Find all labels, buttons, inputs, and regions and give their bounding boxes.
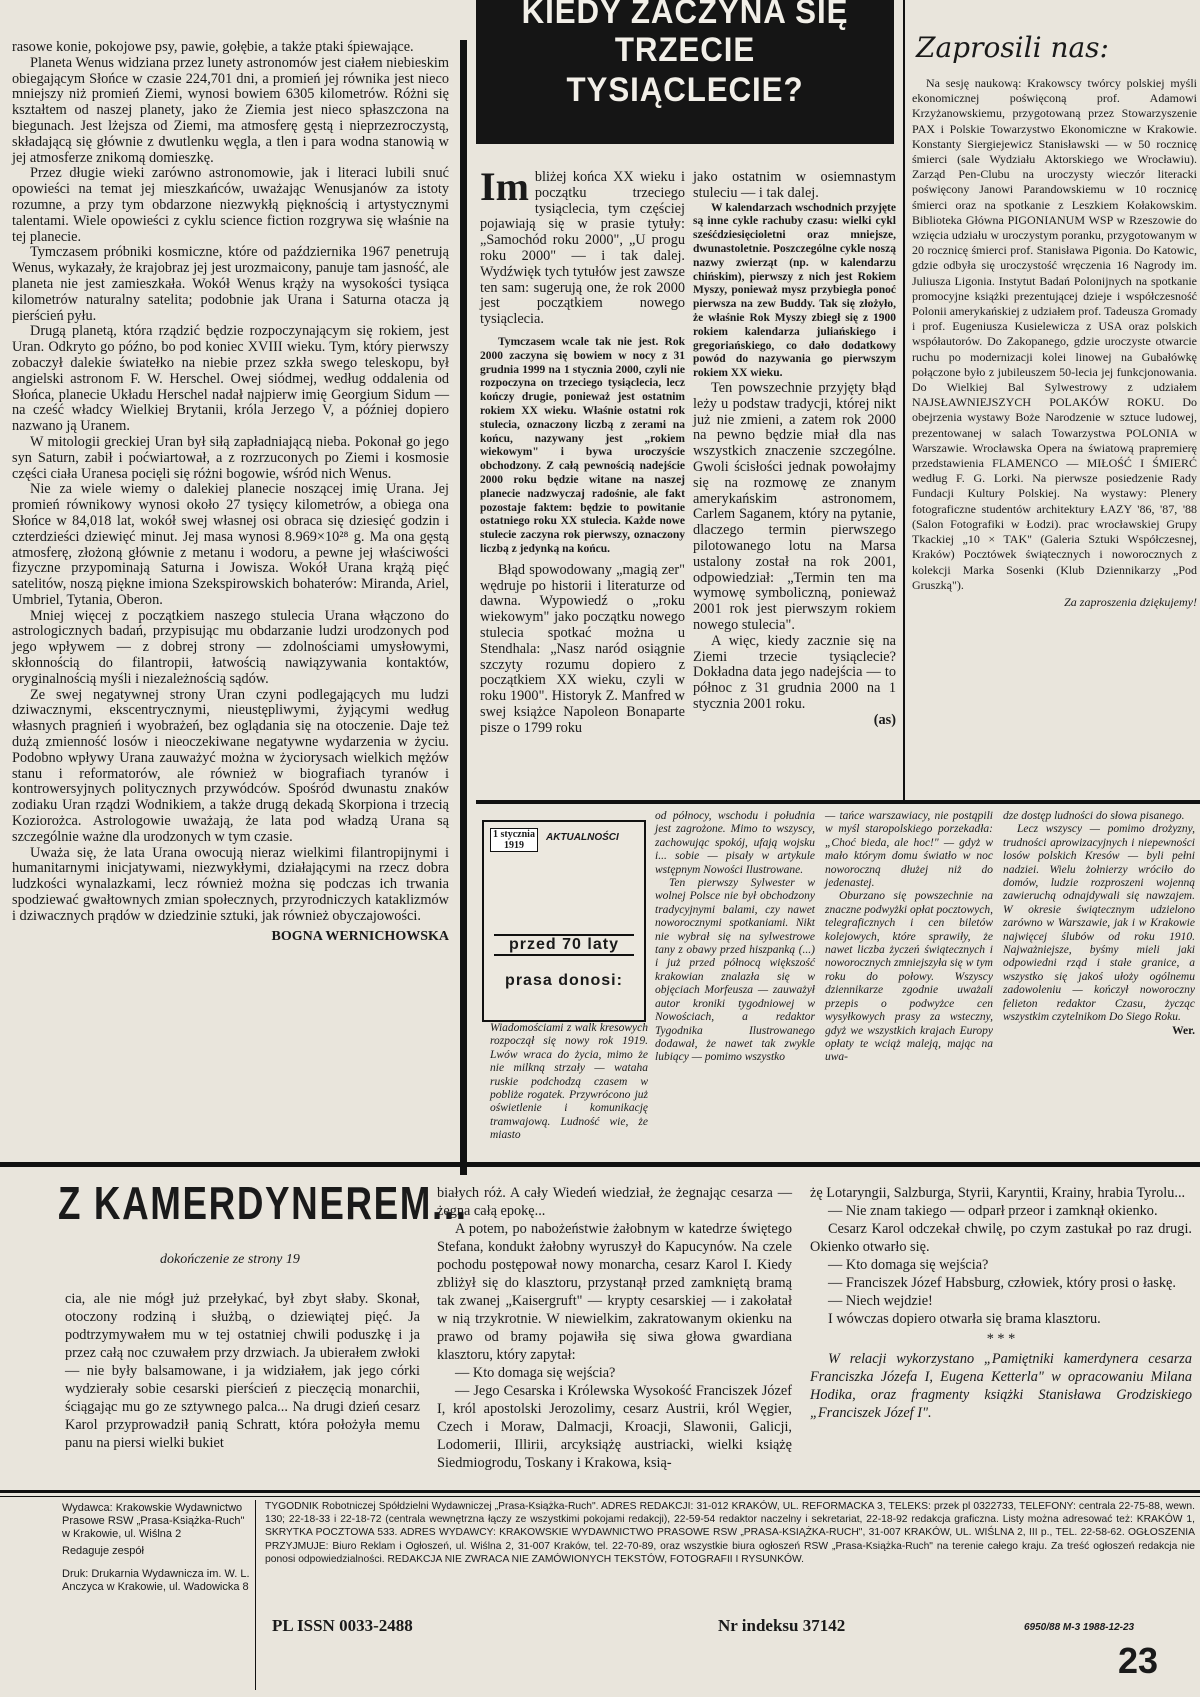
paragraph: — Kto domaga się wejścia? bbox=[828, 1257, 989, 1273]
paragraph: Ten pierwszy Sylwester w wolnej Polsce nie był obchodzony tradycyjnymi balami, czy nawet noworocznymi spotkaniami. Nikt nie wybrał się na sylwestrowe tany z obawy przed hiszpanką (...) i już przed północą większość krakowian znalazła się w objęciach Morfeusza — zauważył autor kroniki tygodniowej w Nowościach, a redaktor Tygodnika Ilustrowanego dodawał, że nawet tak zwykle lubiący — pomimo wszystko bbox=[655, 877, 815, 1064]
column-divider bbox=[460, 40, 467, 1175]
headline-line: TYSIĄCLECIE? bbox=[566, 71, 804, 109]
paragraph: Błąd spowodowany „magią zer" wędruje po historii i literaturze od dawna. Wypowiedź o „roku wiekowym" jako początku nowego stulecia spotkać można u Stendhala: „Nasz naród osiągnie szczyty rozumu dopiero z początkiem XX wieku, czyli w roku 1900". Historyk Z. Manfred w swej książce Napoleon Bonaparte pisze o 1799 roku bbox=[480, 561, 685, 736]
zaprosili-box bbox=[912, 28, 1197, 610]
footer-column-divider bbox=[255, 1500, 256, 1690]
print-info: Druk: Drukarnia Wydawnicza im. W. L. Anczyca w Krakowie, ul. Wadowicka 8 bbox=[62, 1568, 250, 1593]
paragraph: od północy, wschodu i południa jest zagrożone. Mimo to wszyscy, zachowując spokój, ufają wojsku i... sobie — pisały w artykule wstępnym Nowości Ilustrowane. bbox=[655, 810, 815, 876]
paragraph: Planeta Wenus widziana przez lunety astronomów jest ciałem niebieskim obiegającym Słońce w czasie 224,701 dni, a promień jej równika jest nieco mniejszy niż promień Ziemi, wynosi bowiem 6305 kilometrów. Różni się kształtem od naszej planety, jako że Ziemia jest nieco spłaszczona na biegunach. Jest lżejsza od Ziemi, ma atmosferę gęstą i nieprzezroczystą, składającą się głównie z dwutlenku węgla, a tlen i para wodna stanowią w jej atmosferze znikomą domieszkę. bbox=[12, 54, 449, 166]
left-article bbox=[12, 40, 449, 944]
przed70-col-d bbox=[1003, 810, 1195, 1038]
paragraph: dze dostęp ludności do słowa pisanego. bbox=[1003, 810, 1185, 822]
kamer-col3 bbox=[810, 1184, 1192, 1422]
footer-publisher bbox=[62, 1502, 252, 1594]
paragraph: Mniej więcej z początkiem naszego stulecia Urana włączono do astrologicznych badań, przypisując mu obdarzanie ludzi urodzonych pod jego wpływem — z dobrej strony — zdolnościami umysłowymi, skłonnością do filantropii, łatwością nawiązywania kontaktów, oryginalnością myśli i niezależnością sądów. bbox=[12, 607, 449, 687]
source-note: W relacji wykorzystano „Pamiętniki kamerdynera cesarza Franciszka Józefa I, Eugena Ketterla" w opracowaniu Milana Hodika, oraz fragmenty książki Stanisława Grodziskiego „Franciszek Józef I". bbox=[810, 1351, 1192, 1421]
paragraph: jako ostatnim w osiemnastym stuleciu — i tak dalej. bbox=[693, 169, 896, 201]
przed70-box bbox=[482, 820, 646, 1022]
publisher-info: Wydawca: Krakowskie Wydawnictwo Prasowe RSW „Prasa-Książka-Ruch" w Krakowie, ul. Wiślna 2 bbox=[62, 1502, 245, 1540]
issue-code: 6950/88 M-3 1988-12-23 bbox=[1024, 1622, 1135, 1633]
przed70-col-a: Wiadomościami z walk kresowych rozpoczął się nowy rok 1919. Lwów wraca do życia, mimo że nie milkną strzały — wataha ruskie podchodzą czasem w pobliże rogatek. Przywrócono już oświetlenie i komunikację tramwajową. Ludność wie, że miasto bbox=[490, 1022, 648, 1142]
kamer-col1: cia, ale nie mógł już przełykać, był zbyt słaby. Skonał, otoczony rodziną i służbą, o dziewiątej pięć. Ja podtrzymywałem mu w tej ostatniej chwili poduszkę i ja przez całą noc czuwałem przy drzwiach. Ja ubierałem zwłoki — nie były balsamowane, i ja widziałem, jak jego córki wydzierały sobie cesarski pierścień z pieczęcią monarchii, ściągając mu go ze sztywnego palca... Na drugi dzień cesarz Karol przyprowadził panią Schratt, która położyła memu panu na piersi wielki bukiet bbox=[65, 1291, 420, 1451]
footer-imprint: TYGODNIK Robotniczej Spółdzielni Wydawniczej „Prasa-Książka-Ruch". ADRES REDAKCJI: 31-012 KRAKÓW, UL. REFORMACKA 3, TELEKS: przek pl 0322733, TELEFONY: centrala 22-75-88, wewn. 130; 22-18-33 i 22-18-72 (centrala wewnętrzna łączy ze wszystkimi pokojami redakcji), 22-59-54 redaktor naczelny i sekretariat, 22-18-92 redakcja graficzna. Listy można adresować też: KRAKÓW 1, SKRYTKA POCZTOWA 533. ADRES WYDAWCY: KRAKOWSKIE WYDAWNICTWO PRASOWE RSW „PRASA-KSIĄŻKA-RUCH", 31-007 KRAKÓW, UL. WIŚLNA 2, III p., TEL. 22-58-62. OGŁOSZENIA PRZYJMUJE: Biuro Reklam i Ogłoszeń, ul. Wiślna 2, 31-007 Kraków, tel. 22-70-89, oraz wszystkie biura ogłoszeń RSW „Prasa-Książka-Ruch" na terenie całego kraju. Za treść ogłoszeń redakcja nie ponosi odpowiedzialności. REDAKCJA NIE ZWRACA NIE ZAMÓWIONYCH TEKSTÓW, FOTOGRAFII I RYSUNKÓW. bbox=[265, 1501, 1195, 1565]
kiedy-headline-box bbox=[476, 0, 894, 144]
paragraph: Oburzano się powszechnie na znaczne podwyżki opłat pocztowych, telegraficznych i cen biletów kolejowych, które sprawiły, że nawet liczba życzeń świątecznych i noworocznych zmniejszyła się w tym roku do połowy. Wszyscy dziennikarze zgodnie uważali przepis o podwyżce cen wysyłkowych prasy za wsteczny, gdyż we wszystkich krajach Europy opłaty te wciąż maleją, mając na uwa- bbox=[825, 890, 994, 1064]
headline-line: KIEDY ZACZYNA SIĘ bbox=[521, 0, 849, 31]
paragraph: białych róż. A cały Wiedeń wiedział, że żegnając cesarza — żegna całą epokę... bbox=[437, 1185, 792, 1219]
przed70-col-b bbox=[655, 810, 815, 1065]
kamer-headline: Z KAMERDYNEREM... bbox=[58, 1177, 468, 1229]
section-divider bbox=[476, 800, 1200, 804]
signature: Wer. bbox=[1172, 1024, 1195, 1037]
issn: PL ISSN 0033-2488 bbox=[272, 1616, 413, 1635]
paragraph: Tymczasem próbniki kosmiczne, które od października 1967 penetrują Wenus, wykazały, że krajobraz jej jest urozmaicony, panuje tam jasność, ale planeta nie jest zamieszkała. Wokół Wenus krąży na wysokości tysiąca kilometrów naturalny satelita; podobnie jak Urana i Saturna otacza ją pierścień pyłu. bbox=[12, 244, 449, 324]
paragraph: Przez długie wieki zarówno astronomowie, jak i literaci lubili snuć opowieści na temat jej mieszkańców, uważając Wenusjanów za istoty rozumne, a przy tym obdarzone niezwykłą pięknością i artystycznymi talentami. Wiele opowieści z cyklu science fiction rozgrywa się właśnie na tej planecie. bbox=[12, 165, 449, 245]
paragraph: — Kto domaga się wejścia? bbox=[455, 1365, 616, 1381]
paragraph: — Niech wejdzie! bbox=[828, 1293, 933, 1309]
dropcap: Im bbox=[480, 164, 529, 209]
kamer-col2 bbox=[437, 1184, 792, 1472]
footer-divider bbox=[0, 1496, 1200, 1497]
paragraph: — Jego Cesarska i Królewska Wysokość Franciszek Józef I, król apostolski Jerozolimy, cesarz Austrii, król Węgier, Czech i Moraw, Dalmacji, Kroacji, Slawonii, Galicji, Lodomerii, Illirii, arcyksiążę austriacki, wielki książę Siedmiogrodu, Toskany i Krakowa, ksią- bbox=[437, 1383, 792, 1471]
paragraph: Cesarz Karol odczekał chwilę, po czym zastukał po raz drugi. Okienko otwarło się. bbox=[810, 1221, 1192, 1255]
paragraph: żę Lotaryngii, Salzburga, Styrii, Karyntii, Krainy, hrabia Tyrolu... bbox=[810, 1185, 1186, 1201]
przed70-heading: przed 70 laty bbox=[494, 934, 634, 956]
kiedy-col2 bbox=[693, 170, 896, 728]
paragraph: I wówczas dopiero otwarła się brama klasztoru. bbox=[828, 1311, 1101, 1327]
paragraph: Nie za wiele wiemy o dalekiej planecie noszącej imię Urana. Jej promień równikowy wynosi około 27 tysięcy kilometrów, a obiega ona Słońce w 84,018 lat, wokół swej własnej osi obraca się dziesięć godzin i czterdzieści dziewięć minut. Jej masa wynosi 8.969×10²⁸ g. Ma ona gęstą atmosferę, złożoną głównie z metanu i wodoru, a pewne jej właściwości fizyczne przypominają Saturna i Jowisza. Wokół Urana krążą pięć satelitów, noszą piękne imiona Szekspirowskich bohaterów: Miranda, Ariel, Umbriel, Tytania, Oberon. bbox=[12, 481, 449, 608]
thanks: Za zaproszenia dziękujemy! bbox=[1064, 594, 1197, 609]
zaprosili-title: Zaprosili nas: bbox=[916, 31, 1109, 64]
paragraph: Uważa się, że lata Urana owocują nieraz wielkimi filantropijnymi i humanitarnymi inicjatywami, niezwykłymi, działającymi na rzecz dobra ludzkości wynalazkami, lecz również można się podczas ich trwania spodziewać gwałtownych zmian społecznych, przyrodniczych kataklizmów i dziwacznych prądów w dziedzinie sztuki, jak również obyczajowości. bbox=[12, 844, 449, 924]
bold-paragraph: Tymczasem wcale tak nie jest. Rok 2000 zaczyna się bowiem w nocy z 31 grudnia 1999 na 1 stycznia 2000, czyli nie rozpoczyna on trzeciego tysiąclecia, lecz kończy drugie, ponieważ jest ostatnim rokiem XX wieku. Właśnie ostatni rok stulecia, oznaczony liczbą z zerami na końcu, nazywany jest „rokiem wiekowym" i bywa uroczyście obchodzony. Z całą pewnością nadejście 2000 roku będzie witane na naszej planecie nadzwyczaj radośnie, ale fakt pozostaje faktem: będzie to powitanie ostatniego roku XX stulecia. Każde nowe stulecie zaczyna rok pierwszy, oznaczony liczbą z jedynką na końcu. bbox=[480, 335, 685, 555]
continued-note: dokończenie ze strony 19 bbox=[160, 1252, 300, 1267]
author-signature: BOGNA WERNICHOWSKA bbox=[271, 928, 449, 944]
paragraph: Drugą planetą, która rządzić będzie rozpoczynającym się rokiem, jest Uran. Odkryto go późno, bo pod koniec XVIII wieku. Tym, który pierwszy zobaczył dalekie światełko na niebie przez szkła swego teleskopu, był angielski astronom F. W. Herschel. Owej siódmej, według oddalenia od Słońca, planecie Układu Herschel nadał najpierw imię Georgium Sidum — na cześć władcy Wielkiej Brytanii, króla Jerzego V, a później dopiero nazwano ją Uranem. bbox=[12, 323, 449, 435]
kiedy-col1 bbox=[480, 164, 685, 736]
section-stars: * * * bbox=[986, 1331, 1016, 1347]
paragraph: A więc, kiedy zacznie się na Ziemi trzecie tysiąclecie? Dokładna data jego nadejścia — to północ z 31 grudnia 2000 na 1 stycznia 2001 roku. bbox=[693, 632, 896, 712]
team-info: Redaguje zespół bbox=[62, 1545, 144, 1557]
headline-line: TRZECIE bbox=[614, 31, 756, 69]
paragraph: — Franciszek Józef Habsburg, człowiek, który prosi o łaskę. bbox=[828, 1275, 1176, 1291]
intro-text: bliżej końca XX wieku i początku trzeciego tysiąclecia, tym częściej pojawiają się w prasie tytuły: „Samochód roku 2000", „U progu roku 2000" — i tak dalej. Wydźwięk tych tytułów jest zawsze ten sam: sugerują one, że rok 2000 jest początkiem nowego tysiąclecia. bbox=[480, 169, 685, 328]
calendar-date: 1 stycznia 1919 bbox=[490, 828, 538, 852]
paragraph: rasowe konie, pokojowe psy, pawie, gołębie, a także ptaki śpiewające. bbox=[12, 39, 414, 55]
section-divider bbox=[0, 1162, 1200, 1167]
aktualnosci-logo: AKTUALNOŚCI bbox=[546, 832, 619, 843]
paragraph: A potem, po nabożeństwie żałobnym w katedrze świętego Stefana, kondukt żałobny wyruszył do Kapucynów. Na czele pochodu postępował nowy monarcha, cesarz Karol I. Kiedy zbliżył się do klasztoru, przystanął przed zamkniętą bramą tak zwanej „Kaisergruft" — krypty cesarskiej — i zakołatał w nią trzykrotnie. W niewielkim, zakratowanym okienku na prawo od bramy pojawiła się siwa głowa gwardiana klasztoru, który zapytał: bbox=[437, 1221, 792, 1363]
paragraph: W mitologii greckiej Uran był siłą zapładniającą nieba. Pokonał go jego syn Saturn, zabił i poćwiartował, a z rozrzuconych po Ziemi i kosmosie części ciała Uranesa pocięli się różni bogowie, wśród nich Wenus. bbox=[12, 433, 449, 482]
przed70-subheading: prasa donosi: bbox=[505, 972, 623, 989]
przed70-col-c bbox=[825, 810, 993, 1065]
paragraph: Ten powszechnie przyjęty błąd leży u podstaw tradycji, której nikt już nie zmieni, a zatem rok 2000 na pewno będzie miał dla nas wszystkich znaczenie szczególne. Gwoli ścisłości jednak powołajmy się na rozmowę ze znanym amerykańskim astronomem, Carlem Saganem, który na pytanie, dlaczego termin pierwszego pilotowanego lotu na Marsa ustalony został na rok 2001, odpowiedział: „Termin ten ma wymowę symboliczną, ponieważ 2001 rok jest pierwszym rokiem nowego stulecia". bbox=[693, 379, 896, 633]
footer-divider bbox=[0, 1490, 1200, 1493]
paragraph: Ze swej negatywnej strony Uran czyni podlegających mu ludzi dziwacznymi, ekscentrycznymi, nieustępliwymi, żyjącymi według własnych pragnień i wyobrażeń, bez oglądania się na otoczenie. Daje też dużą zmienność losów i nieoczekiwane negatywne wydarzenia w życiu. Podobno wpływy Urana zauważyć można w życiorysach wielkich mężów stanu i reformatorów, ale również w biografiach tyranów i kontrowersyjnych politycznych przywódców. Spośród dwunastu znaków zodiaku Uran rządzi Wodnikiem, a także drugą dekadą Skorpiona i trzecią Koziorożca. Astrologowie uważają, że lata pod władzą Urana są szczególnie ważne dla urodzonych w tym czasie. bbox=[12, 686, 449, 845]
page-number: 23 bbox=[1118, 1640, 1159, 1681]
bold-paragraph: W kalendarzach wschodnich przyjęte są inne cykle rachuby czasu: wielki cykl sześćdziesięcioletni oraz mniejsze, dwunastoletnie. Poszczególne cykle noszą nazwy zwierząt (np. w kalendarzu chińskim), pierwszy z nich jest Rokiem Myszy, ponieważ mysz przybiegła ponoć pierwsza na zew Buddy. Tak się złożyło, że właśnie Rok Myszy zbiegł się z 1900 rokiem kalendarza juliańskiego i gregoriańskiego, co dało dodatkowy powód do nazywania go pierwszym rokiem XX wieku. bbox=[693, 201, 896, 380]
signature: (as) bbox=[873, 711, 896, 728]
paragraph: — Nie znam takiego — odparł przeor i zamknął okienko. bbox=[828, 1203, 1158, 1219]
paragraph: — tańce warszawiacy, nie postąpili w myśl staropolskiego porzekadła: „Choć bieda, ale hoc!" — gdyż w mało którym domu światło w noc noworoczną dłużej niż do jedenastej. bbox=[825, 810, 993, 890]
column-divider bbox=[903, 0, 905, 800]
index-number: Nr indeksu 37142 bbox=[718, 1616, 846, 1635]
paragraph: Lecz wszyscy — pomimo drożyzny, trudności aprowizacyjnych i niepewności losów polskich Kresów — byli pełni nadziei. Wielu żołnierzy wróciło do domów, ludzie rozproszeni wojenną zawieruchą odnajdywali się nawzajem. W okresie świątecznym udzielono zarówno w Warszawie, jak i w Krakowie najwięcej ślubów od roku 1910. Najważniejsze, byśmy mieli jaki odpowiedni rząd i stałe granice, a wszystko się jakoś ułoży ogólnemu zadowoleniu — kończył noworoczny felieton redaktor Czasu, życząc wszystkim czytelnikom Do Siego Roku. bbox=[1003, 823, 1195, 1024]
zaprosili-text: Na sesję naukową: Krakowscy twórcy polskiej myśli ekonomicznej poświęconą prof. Adamowi Krzyżanowskiemu, przygotowaną przez Stowarzyszenie PAX i Polskie Towarzystwo Ekonomiczne w Krakowie. Konstanty Siergiejewicz Stanisławski — w 50 rocznicę śmierci (sale Wydziału Aktorskiego we Wrocławiu). Zarząd Pen-Clubu na uroczysty wieczór literacki poświęcony Janowi Parandowskiemu w 10 rocznicę śmierci oraz na spotkanie z Leszkiem Kołakowskim. Biblioteka Główna PIGONIANUM WSP w Rzeszowie do wzięcia udziału w uroczystym poranku, przygotowanym w 20 rocznicę śmierci prof. Stanisława Pigonia. Do Katowic, gdzie odbyła się uroczystość wręczenia 16 Nagrody im. Juliusza Ligonia. Instytut Badań Polonijnych na spotkanie promocyjne książki prezentującej dzieje i współczesność Polonii amerykańskiej z udziałem prof. Tadeusza Gromady i prof. Eugeniusza Kusielewicza z USA oraz polskich współautorów. Do Zakopanego, gdzie uroczyste otwarcie ruchu po modernizacji kolei linowej na Gubałówkę połączone było z jubileuszem 50-lecia jej funkcjonowania. Do Wielkiej Bal Sylwestrowy z udziałem NAJSŁAWNIEJSZYCH POLAKÓW ROKU. Do obejrzenia wystawy Boże Narodzenie w sztuce ludowej, prezentowanej w salach Towarzystwa POLONIA w Warszawie. Wrocławska Opera na światową prapremierę przedstawienia FLAMENCO — MIŁOŚĆ I ŚMIERĆ według F. G. Lorki. Na pierwsze posiedzenie Rady Fundacji Kultury Polskiej. Na wystawy: Plenery fotograficzne studentów architektury ŁAZY '86, '87, '88 (Salon Fotografiki w Łodzi). prac wrocławskiej Grupy Tkackiej „10 × TAK" (Galeria Sztuki Współczesnej, Kraków) Pocztówek świątecznych i noworocznych z kolekcji Marka Sosenki (Klub Dziennikarzy „Pod Gruszką"). bbox=[912, 76, 1197, 592]
